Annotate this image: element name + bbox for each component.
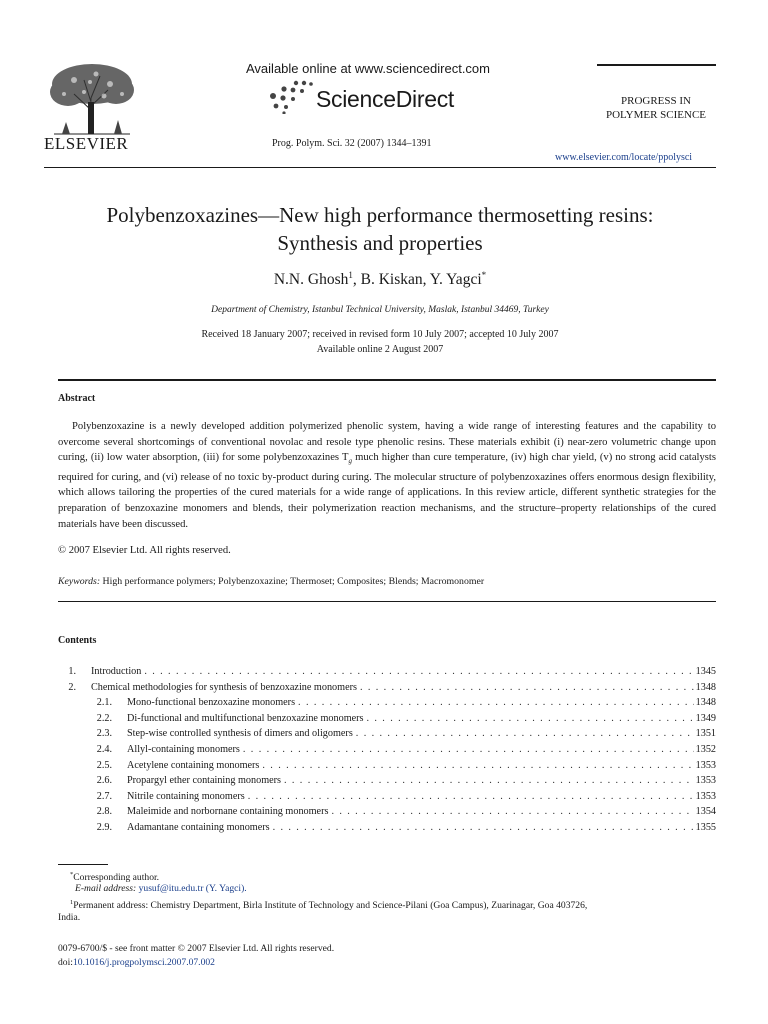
received-dates: Received 18 January 2007; received in revised form 10 July 2007; accepted 10 July 2007: [201, 329, 559, 340]
toc-page: 1348: [695, 697, 716, 709]
toc-number: 2.: [68, 681, 76, 693]
permanent-text: Permanent address: Chemistry Department, Birla Institute of Technology and Science-Pilani (Goa Campus), Zuarinagar, Goa 403726,: [73, 900, 588, 912]
toc-entry[interactable]: [58, 713, 716, 729]
toc-number: 2.6.: [96, 775, 112, 787]
front-matter: [58, 942, 334, 970]
keywords-label: Keywords:: [58, 576, 101, 587]
abstract-text: [58, 419, 716, 532]
journal-header-rule: [597, 64, 716, 66]
affiliation: Department of Chemistry, Istanbul Technical University, Maslak, Istanbul 34469, Turkey: [211, 305, 549, 315]
toc-page: 1353: [695, 775, 716, 787]
toc-leader: [281, 775, 694, 786]
toc-entry[interactable]: [58, 697, 716, 713]
journal-url-link[interactable]: www.elsevier.com/locate/ppolysci: [555, 152, 693, 163]
article-title: [44, 201, 716, 257]
toc-entry[interactable]: [58, 775, 716, 791]
front-matter-text: 0079-6700/$ - see front matter © 2007 Elsevier Ltd. All rights reserved.: [58, 943, 335, 954]
abstract-copyright: © 2007 Elsevier Ltd. All rights reserved.: [58, 545, 231, 556]
toc-page: 1353: [695, 790, 716, 802]
journal-name: [596, 94, 716, 122]
toc-number: 2.2.: [96, 712, 112, 724]
email-link[interactable]: yusuf@itu.edu.tr (Y. Yagci).: [138, 883, 247, 894]
author-footnote-mark: 1: [348, 270, 353, 280]
toc-page: 1349: [695, 712, 716, 724]
toc-number: 1.: [68, 666, 76, 677]
journal-citation: Prog. Polym. Sci. 32 (2007) 1344–1391: [272, 138, 432, 149]
abstract-bottom-rule: [58, 601, 716, 602]
toc-entry[interactable]: [58, 682, 716, 698]
toc-entry[interactable]: [58, 666, 716, 682]
author-yagci[interactable]: Y. Yagci: [429, 271, 482, 289]
abstract-text-part1: Polybenzoxazine is a newly developed addition polymerized phenolic system, having a wide range of interesting features and the capability to overcome several shortcomings of conventional novolac and resole type phenolic resins. These materials exhibit (i) near-zero volumetric change upon curing, (ii) low water absorption, (iii) for some polybenzoxazines T: [58, 421, 716, 464]
author-ghosh[interactable]: N.N. Ghosh: [273, 271, 349, 289]
toc-leader: [141, 666, 693, 677]
toc-page: 1354: [695, 806, 716, 818]
toc-page: 1351: [695, 728, 716, 740]
toc-title: Adamantane containing monomers: [127, 821, 270, 833]
toc-title: Maleimide and norbornane containing monomers: [127, 806, 329, 818]
toc-number: 2.5.: [96, 759, 112, 771]
toc-title: Mono-functional benzoxazine monomers: [127, 697, 296, 709]
author-kiskan[interactable]: B. Kiskan: [360, 271, 423, 289]
corresponding-mark: *: [70, 871, 74, 878]
toc-entry[interactable]: [58, 822, 716, 838]
article-title-line2: Synthesis and properties: [277, 231, 483, 255]
corresponding-text: Corresponding author.: [73, 872, 160, 884]
toc-leader: [270, 822, 694, 833]
toc-leader: [353, 728, 694, 739]
toc-title: Propargyl ether containing monomers: [127, 775, 282, 787]
toc-leader: [259, 760, 693, 771]
toc-page: 1352: [695, 743, 716, 755]
toc-entry[interactable]: [58, 806, 716, 822]
toc-number: 2.3.: [96, 728, 112, 740]
sciencedirect-logo-text: ScienceDirect: [316, 86, 454, 112]
journal-name-line2: POLYMER SCIENCE: [605, 109, 707, 121]
email-label: E-mail address:: [75, 883, 137, 894]
keywords-list: High performance polymers; Polybenzoxazine; Thermoset; Composites; Blends; Macromonomer: [102, 576, 485, 587]
permanent-address-cont: India.: [58, 912, 81, 923]
table-of-contents: [58, 666, 716, 838]
abstract-top-rule: [58, 379, 716, 381]
corresponding-author-mark: *: [481, 270, 487, 280]
publisher-name: ELSEVIER: [44, 134, 129, 153]
toc-title: Introduction: [91, 666, 142, 677]
toc-number: 2.7.: [96, 790, 112, 802]
elsevier-tree-logo-icon: [44, 58, 140, 136]
toc-page: 1348: [695, 681, 716, 693]
article-title-line1: Polybenzoxazines—New high performance thermosetting resins:: [106, 203, 654, 227]
toc-leader: [328, 806, 693, 817]
toc-title: Di-functional and multifunctional benzoxazine monomers: [127, 712, 364, 724]
header-divider: [44, 167, 716, 168]
available-date: Available online 2 August 2007: [316, 344, 444, 355]
toc-leader: [357, 682, 694, 693]
permanent-mark: 1: [70, 899, 74, 906]
toc-page: 1355: [695, 821, 716, 833]
toc-number: 2.8.: [96, 806, 112, 818]
toc-page: 1353: [695, 759, 716, 771]
toc-title: Step-wise controlled synthesis of dimers and oligomers: [127, 728, 353, 740]
doi-label: doi:: [58, 957, 73, 968]
footnote-rule: [58, 864, 108, 865]
doi-line: [58, 956, 334, 970]
contents-heading: Contents: [58, 635, 97, 646]
author-separator: ,: [352, 271, 361, 289]
toc-entry[interactable]: [58, 791, 716, 807]
tg-subscript: g: [348, 457, 352, 466]
journal-name-line1: PROGRESS IN: [621, 95, 691, 107]
toc-page: 1345: [695, 666, 716, 677]
toc-leader: [364, 713, 694, 724]
abstract-text-part2: much higher than cure temperature, (iv) high char yield, (v) no strong acid catalysts required for curing, and (vi) release of no toxic by-product during curing. The molecular structure of polybenzoxazines offers enormous design flexibility, which allows tailoring the properties of the cured materials for a wide range of applications. In this review article, different synthetic strategies for the preparation of benzoxazine monomers and blends, their polymerization reaction mechanisms, and the structure–property relationships of the cured materials have been discussed.: [58, 452, 716, 530]
toc-entry[interactable]: [58, 760, 716, 776]
toc-title: Acetylene containing monomers: [127, 759, 260, 771]
sciencedirect-dots-icon: [266, 80, 314, 114]
author-list: [44, 270, 716, 289]
toc-entry[interactable]: [58, 728, 716, 744]
email-note: [58, 882, 733, 896]
toc-entry[interactable]: [58, 744, 716, 760]
toc-leader: [295, 697, 694, 708]
abstract-heading: Abstract: [58, 393, 96, 404]
available-online-text: Available online at www.sciencedirect.com: [246, 61, 490, 76]
toc-title: Allyl-containing monomers: [127, 743, 240, 755]
toc-leader: [240, 744, 694, 755]
toc-leader: [245, 791, 694, 802]
toc-number: 2.4.: [96, 743, 112, 755]
toc-number: 2.9.: [96, 821, 112, 833]
toc-number: 2.1.: [96, 697, 112, 709]
article-dates: [44, 327, 716, 357]
doi-link[interactable]: 10.1016/j.progpolymsci.2007.07.002: [72, 957, 215, 968]
toc-title: Chemical methodologies for synthesis of benzoxazine monomers: [91, 681, 357, 693]
keywords: [58, 576, 716, 587]
author-separator: ,: [422, 271, 430, 289]
toc-title: Nitrile containing monomers: [127, 790, 245, 802]
